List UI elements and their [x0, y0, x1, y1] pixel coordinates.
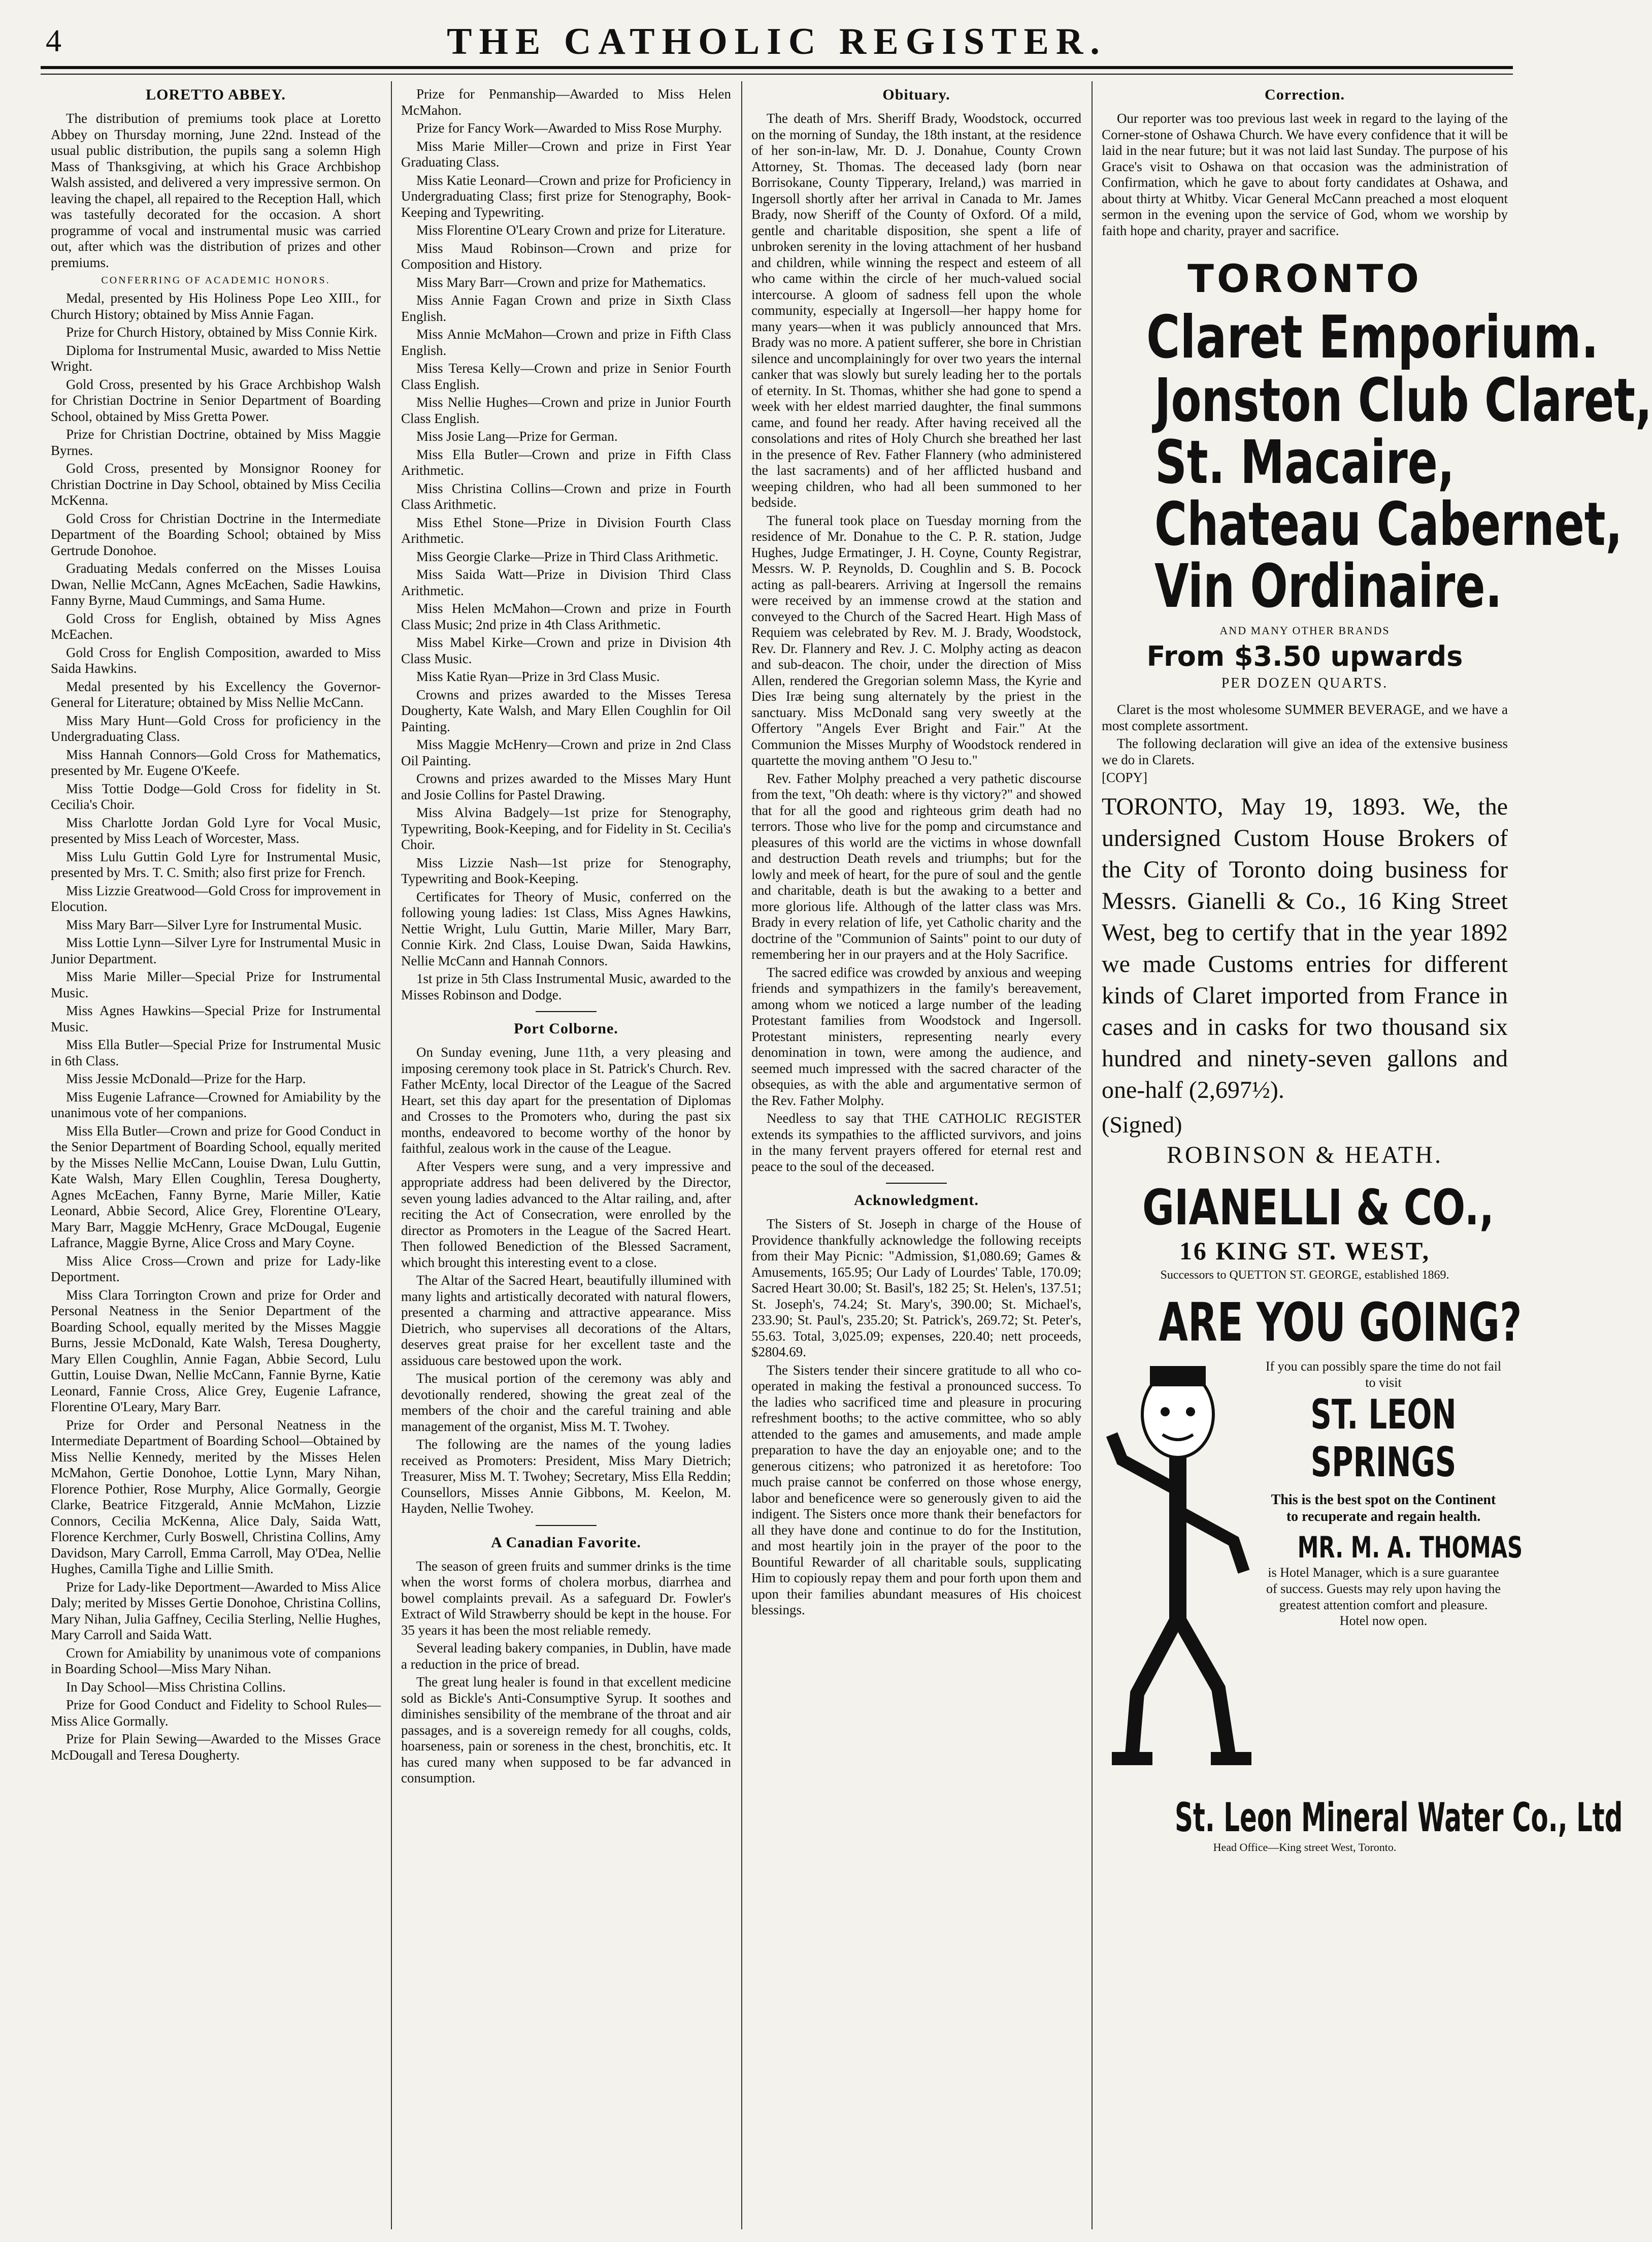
ad-gianelli-name: GIANELLI & CO.,	[1142, 1179, 1494, 1236]
st-leon-text	[1264, 1358, 1523, 1629]
ad-st-leon: ST. LEON	[1310, 1390, 1457, 1438]
article-paragraph: The Altar of the Sacred Heart, beautifully illumined with many lights and artistically decorated with natural flowers, presented a charming and attractive appearance. Miss Dietrich, who supervises all decorations of the Altars, deserves great praise for her excellent taste and the assiduous care bestowed upon the work.	[401, 1273, 731, 1368]
subheading-honors: CONFERRING OF ACADEMIC HONORS.	[101, 275, 331, 286]
st-leon-advertisement	[1102, 1291, 1623, 1854]
article-paragraph: Needless to say that THE CATHOLIC REGISTER extends its sympathies to the afflicted survivors, and joins in the many fervent prayers offered for eternal rest and peace to the soul of the deceased.	[751, 1111, 1081, 1174]
walking-figure-illustration	[1102, 1358, 1254, 1775]
ad-other-brands: AND MANY OTHER BRANDS	[1219, 624, 1390, 637]
prize-entry: Miss Clara Torrington Crown and prize for Order and Personal Neatness in the Senior Department of the Boarding School, equally merited by the Misses Maggie Burns, Jessie McDonald, Kate Walsh, Teresa Dougherty, Mary Ellen Coughlin, Annie Fagan, Abbie Secord, Lulu Guttin, Louise Dwan, Nellie McCann, Fannie Byrne, Katie Leonard, Fannie Cross, Alice Grey, Eugenie Lafrance, Florentine O'Leary, Mary Barr.	[51, 1287, 381, 1414]
ad-wine-brand: Jonston Club Claret,	[1154, 365, 1652, 435]
ad-firm-name: ROBINSON & HEATH.	[1166, 1141, 1443, 1168]
prize-entry: Miss Saida Watt—Prize in Division Third Class Arithmetic.	[401, 567, 731, 598]
article-paragraph: Rev. Father Molphy preached a very pathetic discourse from the text, "Oh death: where is thy victory?" and showed that for all the good and righteous grim death had no terrors. Those who live for the pomp and circumstance and pleasures of this world are the victims in whose downfall and destruction Death revels and triumphs; but for the lowly and meek of heart, for the pure of soul and the gentle and charitable, death is but the awaking to a better and more glorious life. Although of the latter class was Mrs. Brady in every relation of life, yet Catholic charity and the doctrine of the "Communion of Saints" point to our duty of remembering her in our prayers and at the Holy Sacrifice.	[751, 770, 1081, 962]
prize-list	[51, 290, 381, 1763]
prize-entry: Medal, presented by His Holiness Pope Leo XIII., for Church History; obtained by Miss Annie Fagan.	[51, 290, 381, 322]
article-heading-correction: Correction.	[1265, 86, 1345, 103]
ad-signed: (Signed)	[1102, 1111, 1182, 1138]
ad-manager-name: MR. M. A. THOMAS	[1297, 1530, 1523, 1565]
article-heading-canadian-favorite: A Canadian Favorite.	[491, 1534, 641, 1551]
prize-entry: Miss Lizzie Greatwood—Gold Cross for improvement in Elocution.	[51, 883, 381, 914]
ad-company-name: St. Leon Mineral Water Co., Ltd	[1175, 1795, 1623, 1841]
separator	[886, 1183, 947, 1184]
article-paragraph: The season of green fruits and summer drinks is the time when the worst forms of cholera morbus, diarrhea and bowel complaints prevail. As a safeguard Dr. Fowler's Extract of Wild Strawberry should be kept in the house. For 35 years it has been the most reliable remedy.	[401, 1558, 731, 1638]
ad-successors: Successors to QUETTON ST. GEORGE, established 1869.	[1160, 1268, 1449, 1282]
prize-entry: Miss Katie Ryan—Prize in 3rd Class Music.	[416, 669, 660, 684]
column-3	[751, 86, 1081, 2229]
column-4	[1102, 86, 1652, 2229]
prize-entry: Miss Alice Cross—Crown and prize for Lady-like Deportment.	[51, 1253, 381, 1284]
article-heading-port-colborne: Port Colborne.	[514, 1020, 618, 1037]
prize-entry: Prize for Plain Sewing—Awarded to the Misses Grace McDougall and Teresa Dougherty.	[51, 1731, 381, 1763]
prize-entry: Gold Cross for English Composition, awarded to Miss Saida Hawkins.	[51, 644, 381, 676]
prize-entry: Crowns and prizes awarded to the Misses Mary Hunt and Josie Collins for Pastel Drawing.	[401, 771, 731, 802]
prize-entry: Miss Ella Butler—Crown and prize for Good Conduct in the Senior Department of Boarding School, equally merited by the Misses Nellie McCann, Louise Dwan, Lulu Guttin, Kate Walsh, Mary Ellen Coughlin, Teresa Dougherty, Agnes McEachen, Fanny Byrne, Marie Miller, Katie Leonard, Abbie Secord, Alice Grey, Florentine O'Leary, Mary Barr, Maggie McHenry, Grace McDougal, Eugenie Lafrance, Maggie Byrne, Alice Cross and Mary Coyne.	[51, 1123, 381, 1250]
prize-entry: Certificates for Theory of Music, conferred on the following young ladies: 1st Class, Miss Agnes Hawkins, Nettie Wright, Lulu Guttin, Marie Miller, Mary Barr, Connie Kirk. 2nd Class, Louise Dwan, Saida Hawkins, Nellie McCann and Hannah Connors.	[401, 889, 731, 968]
canadian-favorite-article	[401, 1558, 731, 1786]
prize-entry: In Day School—Miss Christina Collins.	[66, 1679, 286, 1695]
article-paragraph: On Sunday evening, June 11th, a very pleasing and imposing ceremony took place in St. Patrick's Church. Rev. Father McEnty, local Director of the League of the Sacred Heart, set this day apart for the presentation of Diplomas and Crosses to the Promoters who, during the past six months, endeavored to become worthy of the honor by faithful, zealous work in the cause of the League.	[401, 1045, 731, 1156]
prize-entry: Medal presented by his Excellency the Governor-General for Literature; obtained by Miss Nellie McCann.	[51, 678, 381, 710]
article-paragraph: The great lung healer is found in that excellent medicine sold as Bickle's Anti-Consumptive Syrup. It soothes and diminishes sensibility of the membrane of the throat and air passages, and is a sovereign remedy for all coughs, colds, hoarseness, pain or soreness in the chest, bronchitis, etc. It has cured many when supposed to be far advanced in consumption.	[401, 1674, 731, 1785]
prize-entry: Miss Ella Butler—Special Prize for Instrumental Music in 6th Class.	[51, 1037, 381, 1068]
article-paragraph: The musical portion of the ceremony was ably and devotionally rendered, showing the great zeal of the members of the choir and the careful training and able management of the organist, Miss M. T. Twohey.	[401, 1371, 731, 1434]
column-divider	[1092, 81, 1093, 2229]
prize-entry: Graduating Medals conferred on the Misses Louisa Dwan, Nellie McCann, Agnes McEachen, Sadie Hawkins, Fanny Byrne, Maud Cummings, and Sama Hume.	[51, 561, 381, 608]
ad-certificate-letter: TORONTO, May 19, 1893. We, the undersigned Custom House Brokers of the City of Toronto doing business for Messrs. Gianelli & Co., 16 King Street West, beg to certify that in the year 1892 we made Customs entries for different kinds of Claret imported from France in cases and in casks for two thousand six hundred and ninety-seven gallons and one-half (2,697½).	[1102, 793, 1508, 1103]
masthead-rule	[41, 66, 1513, 69]
prize-entry: Miss Maud Robinson—Crown and prize for Composition and History.	[401, 240, 731, 272]
st-leon-body	[1102, 1353, 1523, 1780]
prize-entry: Miss Annie Fagan Crown and prize in Sixth Class English.	[401, 293, 731, 324]
column-divider	[741, 81, 742, 2229]
prize-entry: Miss Agnes Hawkins—Special Prize for Instrumental Music.	[51, 1003, 381, 1034]
ad-question: ARE YOU GOING?	[1159, 1291, 1522, 1353]
article-intro: The distribution of premiums took place at Loretto Abbey on Thursday morning, June 22nd. Instead of the usual public distribution, the pupils sang a solemn High Mass of Thanksgiving, at which his Grace Archbishop Walsh assisted, and delivered a very impressive sermon. On leaving the chapel, all repaired to the Reception Hall, which was tastefully decorated for the occasion. A short programme of vocal and instrumental music was carried out, after which was the distribution of prizes and other premiums.	[51, 111, 381, 270]
column-2	[401, 86, 731, 2229]
prize-entry: Prize for Christian Doctrine, obtained by Miss Maggie Byrnes.	[51, 427, 381, 458]
prize-entry: Crown for Amiability by unanimous vote of companions in Boarding School—Miss Mary Nihan.	[51, 1645, 381, 1676]
prize-entry: Miss Lottie Lynn—Silver Lyre for Instrumental Music in Junior Department.	[51, 935, 381, 966]
column-divider	[391, 81, 392, 2229]
prize-entry: Gold Cross, presented by his Grace Archbishop Walsh for Christian Doctrine in Senior Department of Boarding School, obtained by Miss Gretta Power.	[51, 376, 381, 424]
ad-per-dozen: PER DOZEN QUARTS.	[1221, 675, 1389, 691]
column-1	[51, 86, 381, 2229]
prize-entry: Prize for Good Conduct and Fidelity to School Rules—Miss Alice Gormally.	[51, 1697, 381, 1729]
article-paragraph: Several leading bakery companies, in Dublin, have made a reduction in the price of bread.	[401, 1640, 731, 1672]
prize-entry: Miss Josie Lang—Prize for German.	[416, 429, 618, 444]
correction-text: Our reporter was too previous last week in regard to the laying of the Corner-stone of Oshawa Church. We have every confidence that it will be laid in the near future; but it was not laid last Sunday. The purpose of his Grace's visit to Oshawa on that occasion was the administration of Confirmation, which he gave to about forty candidates at Oshawa, and about thirty at Whitby. Vicar General McCann preached a most eloquent sermon in the evening upon the service of God, whom we worship by faith hope and charity, prayer and sacrifice.	[1102, 111, 1508, 238]
prize-entry: Miss Marie Miller—Crown and prize in First Year Graduating Class.	[401, 138, 731, 170]
separator	[536, 1525, 597, 1526]
port-colborne-article	[401, 1045, 731, 1517]
prize-entry: Miss Helen McMahon—Crown and prize in Fourth Class Music; 2nd prize in 4th Class Arithmetic.	[401, 601, 731, 632]
prize-entry: Miss Mary Barr—Silver Lyre for Instrumental Music.	[66, 917, 362, 932]
prize-entry: Miss Nellie Hughes—Crown and prize in Junior Fourth Class English.	[401, 395, 731, 426]
prize-entry: Miss Marie Miller—Special Prize for Instrumental Music.	[51, 969, 381, 1000]
ad-manager-text: is Hotel Manager, which is a sure guarantee of success. Guests may rely upon having the greatest attention comfort and pleasure.	[1266, 1565, 1501, 1612]
ad-best-spot: This is the best spot on the Continent to recuperate and regain health.	[1271, 1491, 1496, 1524]
prize-entry: Miss Jessie McDonald—Prize for the Harp.	[66, 1071, 306, 1086]
ad-description: The following declaration will give an idea of the extensive business we do in Clarets.	[1102, 736, 1508, 767]
prize-entry: Miss Charlotte Jordan Gold Lyre for Vocal Music, presented by Miss Leach of Worcester, Mass.	[51, 815, 381, 846]
claret-advertisement	[1102, 256, 1652, 1282]
prize-entry: Miss Teresa Kelly—Crown and prize in Senior Fourth Class English.	[401, 361, 731, 392]
ad-wine-brand: St. Macaire,	[1154, 427, 1455, 497]
ad-description: Claret is the most wholesome SUMMER BEVERAGE, and we have a most complete assortment.	[1102, 702, 1508, 733]
prize-entry: 1st prize in 5th Class Instrumental Music, awarded to the Misses Robinson and Dodge.	[401, 971, 731, 1002]
page-number: 4	[46, 24, 61, 58]
ad-wine-brand: Vin Ordinaire.	[1154, 551, 1502, 621]
masthead-rule-thin	[41, 74, 1513, 75]
prize-entry: Gold Cross, presented by Monsignor Rooney for Christian Doctrine in Day School, obtained by Miss Cecilia McKenna.	[51, 461, 381, 508]
article-heading-loretto: LORETTO ABBEY.	[146, 86, 286, 103]
prize-entry: Prize for Order and Personal Neatness in the Intermediate Department of Boarding School—Obtained by Miss Nellie Kennedy, merited by the Misses Helen McMahon, Gertie Donohoe, Lottie Lynn, Mary Nihan, Florence Pothier, Rose Murphy, Alice Gormally, Georgie Clarke, Beatrice Fitzgerald, Annie McMahon, Lizzie Connors, Cecilia McKenna, Alice Daly, Saida Watt, Florence Kerchmer, Curly Boswell, Christina Collins, Amy Davidson, Mary Carroll, Emma Carroll, May O'Dea, Nellie Hughes, Camilla Tighe and Lillie Smith.	[51, 1417, 381, 1576]
prize-entry: Gold Cross for English, obtained by Miss Agnes McEachen.	[51, 610, 381, 642]
ad-toronto-heading: TORONTO	[1187, 256, 1422, 301]
prize-entry: Miss Maggie McHenry—Crown and prize in 2nd Class Oil Painting.	[401, 737, 731, 768]
prize-entry: Miss Lulu Guttin Gold Lyre for Instrumental Music, presented by Mrs. T. C. Smith; also first prize for French.	[51, 849, 381, 880]
prize-entry: Prize for Lady-like Deportment—Awarded to Miss Alice Daly; merited by Misses Gertie Donohoe, Christina Collins, Mary Nihan, Julia Gaffney, Cecilia Sterling, Nellie Hughes, Mary Carroll and Saida Watt.	[51, 1579, 381, 1642]
ad-hotel-open: Hotel now open.	[1339, 1613, 1428, 1628]
prize-list-continued	[401, 86, 731, 1003]
prize-entry: Miss Mabel Kirke—Crown and prize in Division 4th Class Music.	[401, 635, 731, 666]
article-paragraph: The Sisters tender their sincere gratitude to all who co-operated in making the festival a pronounced success. To the ladies who sacrificed time and pleasure in procuring refreshment booths; to the active committee, who so ably attended to the games and amusements, and made ample preparation to have the day an enjoyable one; and to the generous citizens; who patronized it as heretofore: Too much praise cannot be conferred on those whose energy, labor and beneficence were so generously given to aid the indigent. The Sisters once more thank their benefactors for all they have done and continue to do for the Institution, and most heartily join in the prayer of the poor to the Bountiful Rewarder of all charitable souls, supplicating Him to copiously repay them and pour forth upon them and upon their families abundant measures of His choicest blessings.	[751, 1362, 1081, 1617]
article-paragraph: The Sisters of St. Joseph in charge of the House of Providence thankfully acknowledge the following receipts from their May Picnic: "Admission, $1,080.69; Games & Amusements, 165.95; Our Lady of Lourdes' Table, 170.09; Sacred Heart 30.00; St. Basil's, 182 25; St. Helen's, 137.51; St. Joseph's, 74.24; St. Mary's, 390.00; St. Michael's, 233.90; St. Paul's, 235.20; St. Patrick's, 269.72; St. Peter's, 55.63. Total, 3,025.09; expenses, 220.40; nett proceeds, $2804.69.	[751, 1216, 1081, 1359]
prize-entry: Miss Eugenie Lafrance—Crowned for Amiability by the unanimous vote of her companions.	[51, 1089, 381, 1120]
prize-entry: Miss Ethel Stone—Prize in Division Fourth Class Arithmetic.	[401, 514, 731, 546]
masthead	[41, 18, 1513, 64]
newspaper-title: THE CATHOLIC REGISTER.	[447, 21, 1107, 62]
prize-entry: Miss Annie McMahon—Crown and prize in Fifth Class English.	[401, 327, 731, 358]
article-paragraph: The funeral took place on Tuesday morning from the residence of Mr. Donahue to the C. P. R. station, Judge Hughes, Judge Ermatinger, J. H. Coyne, County Registrar, Messrs. W. P. Reynolds, D. Coughlin and S. B. Pocock acting as pall-bearers. Arriving at Ingersoll the remains were received by an immense crowd at the station and conveyed to the Church of the Sacred Heart. High Mass of Requiem was celebrated by Rev. M. J. Brady, Woodstock, Rev. Dr. Flannery and Rev. J. C. Molphy acting as deacon and sub-deacon. The choir, under the direction of Miss Allen, rendered the Gregorian solemn Mass, the Kyrie and Dies Iræ being sung alternately by the priest in the sanctuary. Miss McDonald sang very sweetly at the Offertory "Angels Ever Bright and Fair." At the Communion the Misses Murphy of Woodstock rendered in quartette the moving anthem "O Jesu to."	[751, 512, 1081, 768]
ad-head-office: Head Office—King street West, Toronto.	[1213, 1840, 1397, 1854]
prize-entry: Miss Christina Collins—Crown and prize in Fourth Class Arithmetic.	[401, 480, 731, 512]
ad-claret-emporium: Claret Emporium.	[1146, 303, 1599, 372]
prize-entry: Miss Alvina Badgely—1st prize for Stenography, Typewriting, Book-Keeping, and for Fidelity in St. Cecilia's Choir.	[401, 805, 731, 852]
prize-entry: Miss Mary Hunt—Gold Cross for proficiency in the Undergraduating Class.	[51, 712, 381, 744]
prize-entry: Crowns and prizes awarded to the Misses Teresa Dougherty, Kate Walsh, and Mary Ellen Coughlin for Oil Painting.	[401, 687, 731, 734]
prize-entry: Miss Mary Barr—Crown and prize for Mathematics.	[416, 274, 706, 290]
prize-entry: Miss Hannah Connors—Gold Cross for Mathematics, presented by Mr. Eugene O'Keefe.	[51, 746, 381, 778]
prize-entry: Diploma for Instrumental Music, awarded to Miss Nettie Wright.	[51, 342, 381, 374]
prize-entry: Miss Florentine O'Leary Crown and prize for Literature.	[416, 222, 726, 238]
ad-address: 16 KING ST. WEST,	[1179, 1236, 1431, 1265]
ad-price: From $3.50 upwards	[1146, 640, 1463, 672]
article-heading-acknowledgment: Acknowledgment.	[854, 1192, 979, 1209]
ad-copy-label: [COPY]	[1102, 770, 1148, 785]
prize-entry: Prize for Penmanship—Awarded to Miss Helen McMahon.	[401, 86, 731, 118]
ad-tagline: If you can possibly spare the time do not fail to visit	[1265, 1358, 1502, 1390]
prize-entry: Miss Ella Butler—Crown and prize in Fifth Class Arithmetic.	[401, 446, 731, 478]
prize-entry: Miss Katie Leonard—Crown and prize for Proficiency in Undergraduating Class; first prize for Stenography, Book-Keeping and Typewriting.	[401, 172, 731, 220]
article-paragraph: The sacred edifice was crowded by anxious and weeping friends and sympathizers in the family's bereavement, among whom we noticed a large number of the leading Protestant families from Woodstock and Ingersoll. Protestant ministers, representing nearly every denomination in town, were among the audience, and seemed much impressed with the sacred character of the obsequies, as with the able and argumentative sermon of the Rev. Father Molphy.	[751, 964, 1081, 1108]
prize-entry: Miss Tottie Dodge—Gold Cross for fidelity in St. Cecilia's Choir.	[51, 781, 381, 812]
acknowledgment-article	[751, 1216, 1081, 1618]
prize-entry: Miss Georgie Clarke—Prize in Third Class Arithmetic.	[416, 548, 719, 564]
ad-wine-brand: Chateau Cabernet,	[1154, 489, 1623, 559]
separator	[536, 1011, 597, 1012]
prize-entry: Prize for Fancy Work—Awarded to Miss Rose Murphy.	[416, 120, 722, 136]
ad-springs: SPRINGS	[1310, 1438, 1457, 1486]
prize-entry: Gold Cross for Christian Doctrine in the Intermediate Department of the Boarding School; obtained by Miss Gertrude Donohoe.	[51, 510, 381, 558]
article-paragraph: After Vespers were sung, and a very impressive and appropriate address had been delivered by the Director, seven young ladies advanced to the Altar railing, and, after reciting the Act of Consecration, were enrolled by the director as Promoters in the League of the Sacred Heart. Then followed Benediction of the Blessed Sacrament, which brought this interesting event to a close.	[401, 1158, 731, 1270]
prize-entry: Miss Lizzie Nash—1st prize for Stenography, Typewriting and Book-Keeping.	[401, 855, 731, 886]
prize-entry: Prize for Church History, obtained by Miss Connie Kirk.	[66, 324, 378, 340]
article-paragraph: The following are the names of the young ladies received as Promoters: President, Miss Mary Dietrich; Treasurer, Miss M. T. Twohey; Secretary, Miss Ella Reddin; Counsellors, Misses Annie Gibbons, M. Keelon, M. Hayden, Nellie Twohey.	[401, 1437, 731, 1516]
article-heading-obituary: Obituary.	[882, 86, 950, 103]
obituary-article	[751, 111, 1081, 1175]
article-paragraph: The death of Mrs. Sheriff Brady, Woodstock, occurred on the morning of Sunday, the 18th instant, at the residence of her son-in-law, Mr. D. J. Donahue, County Crown Attorney, St. Thomas. The deceased lady (born near Borrisokane, County Tipperary, Ireland,) was married in Ingersoll shortly after her arrival in Canada to Mr. James Brady, now Sheriff of the County of Oxford. Of a mild, gentle and charitable disposition, she spent a life of unbroken serenity in the loving attachment of her husband and children, while winning the respect and esteem of all who came within the circle of her much-valued social intercourse. A gloom of sadness fell upon the whole community, especially at Ingersoll—her happy home for many years—when it was publicly announced that Mrs. Brady was no more. A patient sufferer, she bore in Christian silence and uncomplainingly for over two years the internal canker that was slowly but surely leading her to the portals of eternity. In St. Thomas, whither she had gone to spend a week with her eldest married daughter, the final summons came, and found her ready. After having received all the consolations and rites of Holy Church she breathed her last in the presence of Rev. Father Flannery (who administered the last sacraments) and of her afflicted husband and weeping children, who had all been summoned to her bedside.	[751, 111, 1081, 510]
